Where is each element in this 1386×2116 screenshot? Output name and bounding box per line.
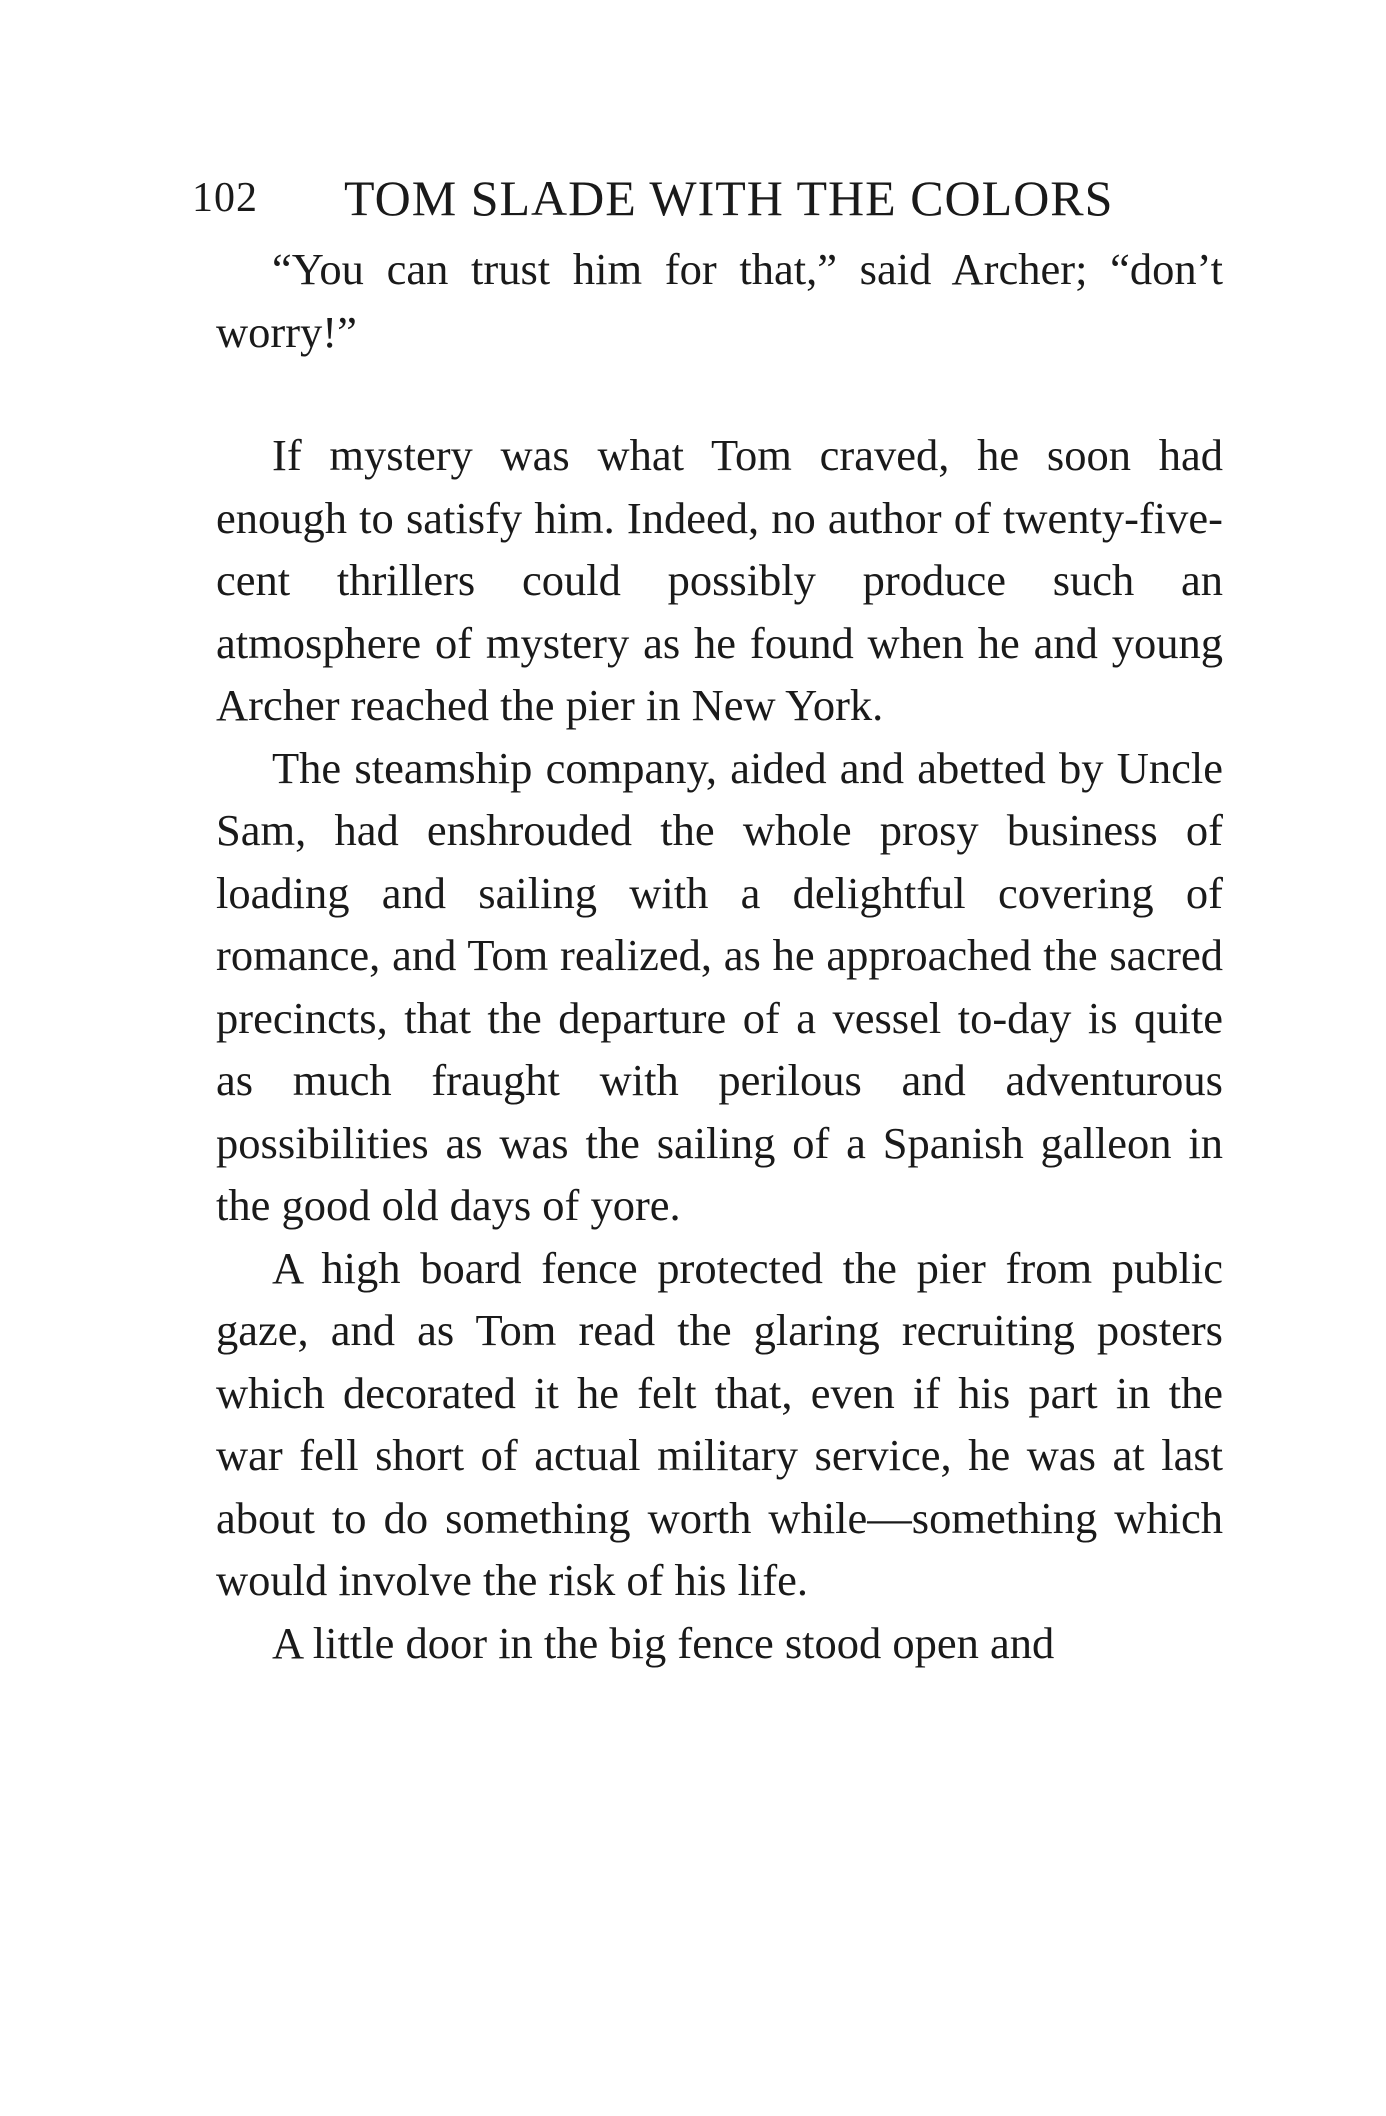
paragraph: If mystery was what Tom craved, he soon had enough to satisfy him. Indeed, no author of twenty-five-cent thrillers could possibly produce such an atmosphere of mystery as he found when he and young Archer reached the pier in New York. — [216, 430, 1223, 730]
body-text — [216, 238, 1223, 1674]
running-title: TOM SLADE WITH THE COLORS — [344, 170, 1114, 226]
page-header — [192, 168, 1222, 228]
paragraph: “You can trust him for that,” said Archer; “don’t worry!” — [216, 244, 1223, 357]
paragraph: A high board fence protected the pier from public gaze, and as Tom read the glaring recruiting posters which decorated it he felt that, even if his part in the war fell short of actual military service, he was at last about to do something worth while—something which would involve the risk of his life. — [216, 1242, 1223, 1605]
page-number: 102 — [192, 175, 258, 221]
paragraph: The steamship company, aided and abetted by Uncle Sam, had enshrouded the whole prosy business of loading and sailing with a delightful covering of romance, and Tom realized, as he approached the sacred precincts, that the departure of a vessel to-day is quite as much fraught with perilous and adventurous possibilities as was the sailing of a Spanish galleon in the good old days of yore. — [216, 742, 1223, 1230]
paragraph: A little door in the big fence stood open and — [272, 1617, 1055, 1668]
